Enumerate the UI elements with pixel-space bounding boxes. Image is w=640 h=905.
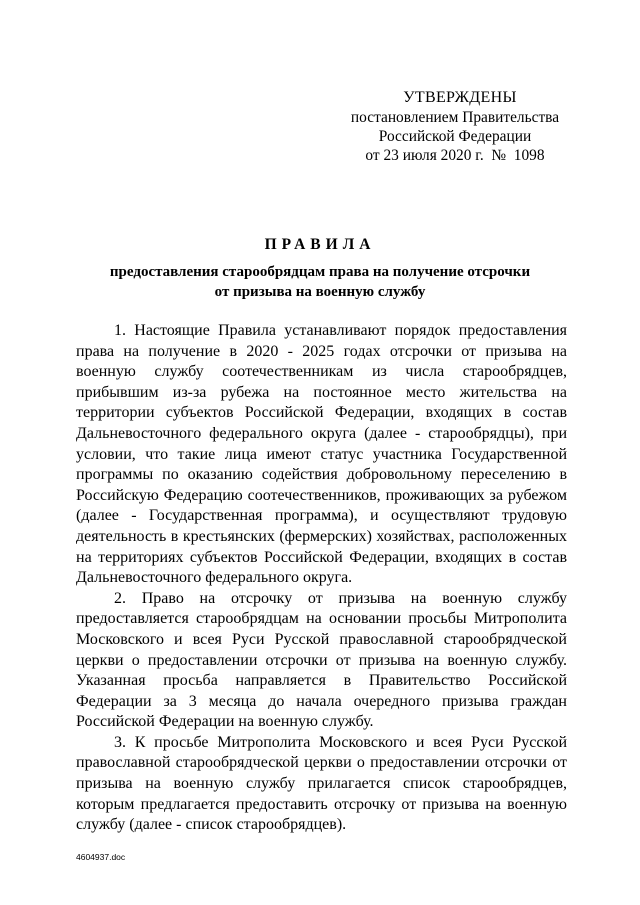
document-title: ПРАВИЛА [264, 236, 376, 253]
paragraph-2: 2. Право на отсрочку от призыва на военную службу предоставляется старообрядцам на основании просьбы Митрополита Московского и всея Руси Русской православной старообрядческой церкви о предоставлении отсрочки от призыва на военную службу. Указанная просьба направляется в Правительство Российской Федерации за 3 месяца до начала очередного призыва граждан Российской Федерации на военную службу. [76, 589, 567, 731]
approval-line-3: Российской Федерации [378, 128, 532, 145]
approval-block [340, 88, 570, 165]
document-subtitle [0, 262, 640, 302]
approval-line-2: постановлением Правительства [350, 109, 560, 126]
approval-line-4: от 23 июля 2020 г. № 1098 [365, 147, 545, 164]
subtitle-line-2: от призыва на военную службу [214, 284, 426, 300]
document-body [76, 321, 567, 836]
paragraph-1: 1. Настоящие Правила устанавливают порядок предоставления права на получение в 2020 - 2025 годах отсрочки от призыва на военную службу соотечественникам из числа старообрядцев, прибывшим из-за рубежа на постоянное место жительства на территории субъектов Российской Федерации, входящих в состав Дальневосточного федерального округа (далее - старообрядцы), при условии, что такие лица имеют статус участника Государственной программы по оказанию содействия добровольному переселению в Российскую Федерацию соотечественников, проживающих за рубежом (далее - Государственная программа), и осуществляют трудовую деятельность в крестьянских (фермерских) хозяйствах, расположенных на территориях субъектов Российской Федерации, входящих в состав Дальневосточного федерального округа. [76, 322, 567, 587]
file-name-footer: 4604937.doc [76, 852, 126, 862]
approval-heading: УТВЕРЖДЕНЫ [403, 89, 517, 106]
subtitle-line-1: предоставления старообрядцам права на получение отсрочки [109, 264, 531, 280]
paragraph-3: 3. К просьбе Митрополита Московского и всея Руси Русской православной старообрядческой церкви о предоставлении отсрочки от призыва на военную службу прилагается список старообрядцев, которым предлагается предоставить отсрочку от призыва на военную службу (далее - список старообрядцев). [76, 733, 567, 834]
